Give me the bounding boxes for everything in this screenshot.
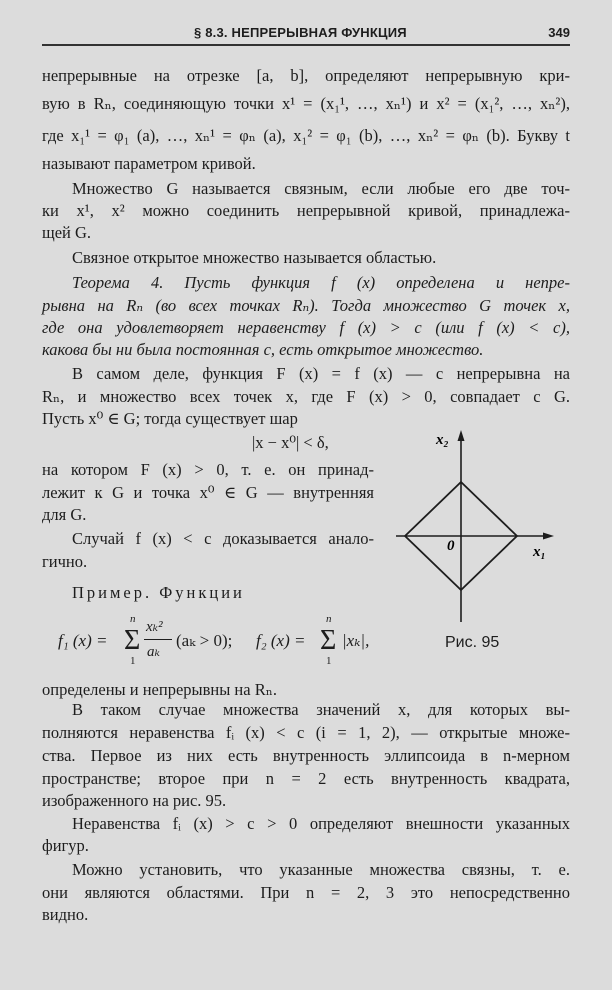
- x1-arrow: [543, 533, 554, 540]
- x2-arrow: [458, 430, 465, 441]
- text-line: Неравенства fᵢ (x) > c > 0 определяют внешности указанных: [72, 814, 570, 833]
- text-line: изображенного на рис. 95.: [42, 791, 227, 810]
- sum-symbol: Σ: [320, 625, 337, 656]
- sum-upper: n: [130, 613, 136, 625]
- text-line: для G.: [42, 505, 87, 524]
- theorem-line: рывна на Rₙ (во всех точках Rₙ). Тогда множество G точек x,: [42, 296, 570, 315]
- running-header: [42, 14, 570, 46]
- section-title: § 8.3. НЕПРЕРЫВНАЯ ФУНКЦИЯ: [194, 25, 407, 40]
- text-line: гично.: [42, 552, 88, 571]
- text-line: Пусть x⁰ ∈ G; тогда существует шар: [42, 409, 298, 428]
- sum-upper: n: [326, 613, 332, 625]
- f2-lhs: f₂ (x) =: [256, 631, 306, 650]
- example-heading: Пример. Функции: [72, 583, 245, 602]
- text-line: щей G.: [42, 223, 92, 242]
- text-line: Множество G называется связным, если любые его две точ-: [72, 179, 570, 198]
- figure-caption: Рис. 95: [445, 634, 500, 651]
- text-line: Rₙ, и множество всех точек x, где F (x) > 0, совпадает с G.: [42, 387, 570, 406]
- page-number: 349: [548, 25, 570, 40]
- figure-95: [396, 428, 554, 628]
- ball-formula: |x − x⁰| < δ,: [252, 433, 329, 452]
- text-line: вую в Rₙ, соединяющую точки x¹ = (x₁¹, …, xₙ¹) и x² = (x₁², …, xₙ²),: [42, 94, 570, 113]
- theorem-line: какова бы ни была постоянная c, есть открытое множество.: [42, 340, 484, 359]
- text-line: ки x¹, x² можно соединить непрерывной кривой, принадлежа-: [42, 201, 570, 220]
- text-line: они являются областями. При n = 2, 3 это непосредственно: [42, 883, 570, 902]
- f2-body: |xₖ|,: [342, 631, 370, 650]
- sum-symbol: Σ: [124, 625, 141, 656]
- text-line: фигур.: [42, 836, 89, 855]
- text-line: полняются неравенства fᵢ (x) < c (i = 1, 2), — открытые множе-: [42, 723, 570, 742]
- example-formula: [58, 615, 378, 671]
- condition: (aₖ > 0);: [176, 631, 233, 650]
- text-line: Можно установить, что указанные множества связны, т. е.: [72, 860, 570, 879]
- text-line: В таком случае множества значений x, для которых вы-: [72, 700, 570, 719]
- theorem-line: где она удовлетворяет неравенству f (x) > c (или f (x) < c),: [42, 318, 570, 337]
- text-line: видно.: [42, 905, 89, 924]
- text-line: лежит к G и точка x⁰ ∈ G — внутренняя: [42, 483, 374, 502]
- text-line: называют параметром кривой.: [42, 154, 256, 173]
- x2-label: x₂: [436, 432, 449, 448]
- theorem-line: Теорема 4. Пусть функция f (x) определена и непре-: [72, 273, 570, 292]
- fraction-bar: [144, 639, 172, 640]
- frac-numerator: xₖ²: [146, 619, 163, 635]
- x1-label: x₁: [533, 544, 546, 560]
- origin-label: 0: [447, 538, 455, 554]
- text-line: непрерывные на отрезке [a, b], определяют непрерывную кри-: [42, 66, 570, 85]
- text-line: Случай f (x) < c доказывается анало-: [72, 529, 374, 548]
- text-line: В самом деле, функция F (x) = f (x) — c непрерывна на: [72, 364, 570, 383]
- text-line: где x₁¹ = φ₁ (a), …, xₙ¹ = φₙ (a), x₁² = φ₁ (b), …, xₙ² = φₙ (b). Букву t: [42, 126, 570, 145]
- sum-lower: 1: [130, 655, 136, 667]
- text-line: на котором F (x) > 0, т. е. он принад-: [42, 460, 374, 479]
- text-line: Связное открытое множество называется областью.: [72, 248, 437, 267]
- text-line: определены и непрерывны на Rₙ.: [42, 680, 277, 699]
- text-line: ства. Первое из них есть внутренность эллипсоида в n-мерном: [42, 746, 570, 765]
- f1-lhs: f₁ (x) =: [58, 631, 108, 650]
- sum-lower: 1: [326, 655, 332, 667]
- text-line: пространстве; второе при n = 2 есть внутренность квадрата,: [42, 769, 570, 788]
- frac-denominator: aₖ: [147, 644, 160, 660]
